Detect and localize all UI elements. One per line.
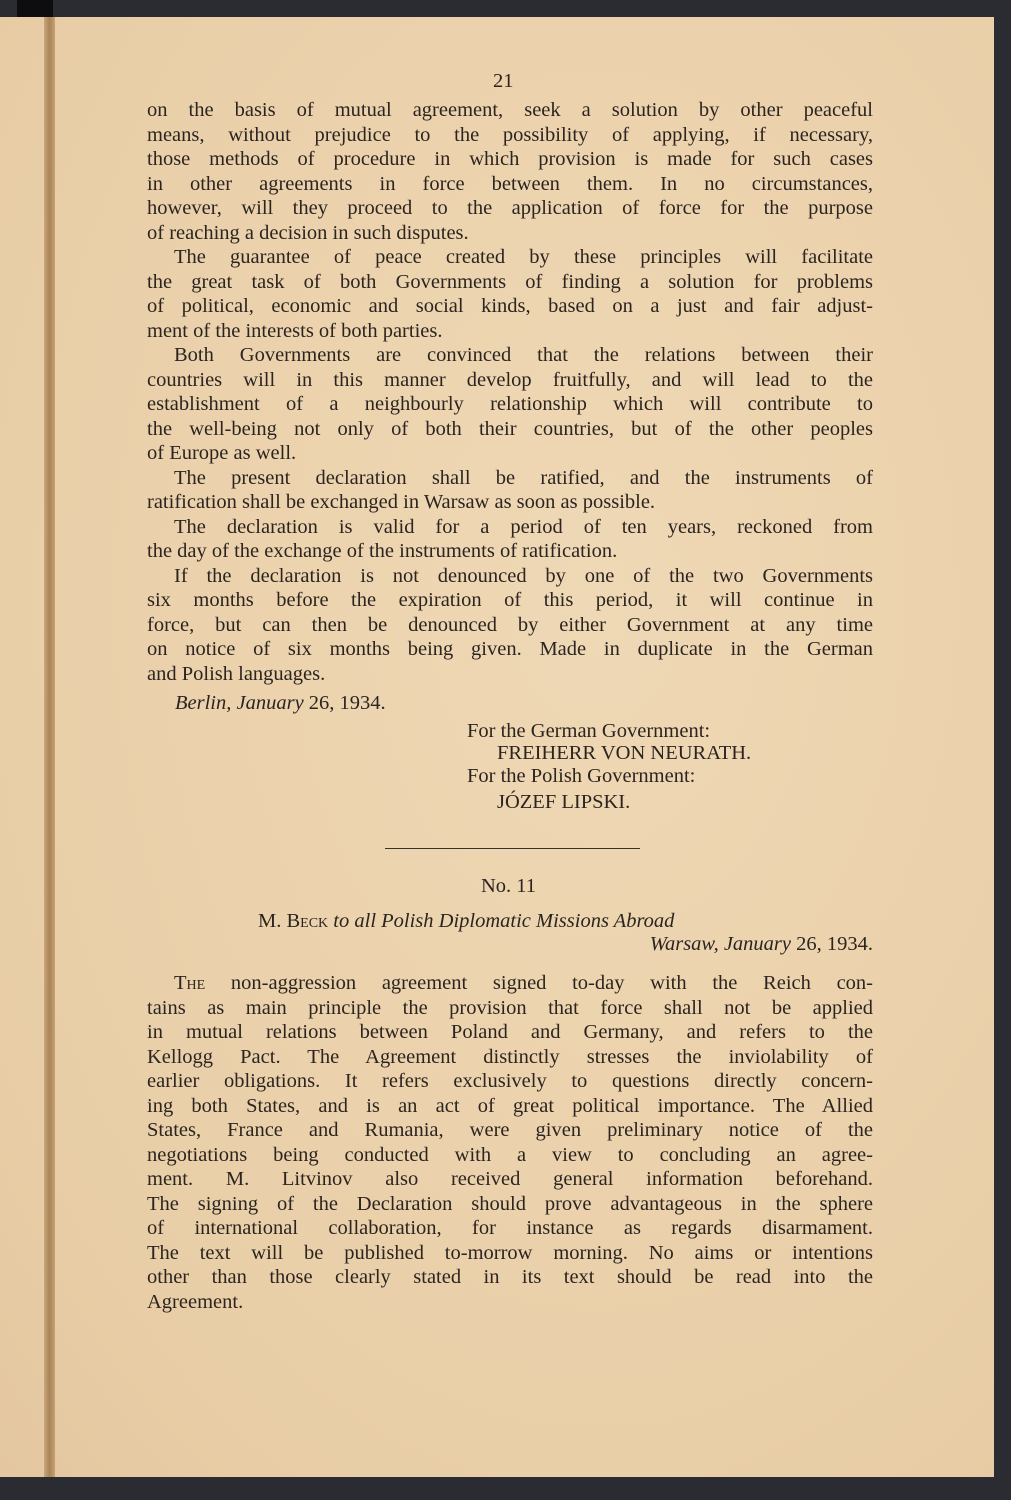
text-line: ment. M. Litvinov also received general information beforehand. (147, 1168, 873, 1190)
text-line: of international collaboration, for instance as regards disarmament. (147, 1217, 873, 1239)
text-line: in mutual relations between Poland and Germany, and refers to the (147, 1021, 873, 1043)
text-line: ment of the interests of both parties. (147, 319, 443, 342)
first-word: The (174, 972, 206, 994)
section-divider (385, 848, 640, 849)
dateline-day: 26, 1934. (796, 933, 873, 955)
text-line: force, but can then be denounced by either Government at any time (147, 613, 873, 636)
text-line: means, without prejudice to the possibility of applying, if necessary, (147, 123, 873, 146)
text-line: of political, economic and social kinds, based on a just and fair adjust- (147, 295, 873, 317)
text-line: the day of the exchange of the instruments of ratification. (147, 540, 618, 562)
text-line: of Europe as well. (147, 442, 297, 464)
text-line: ratification shall be exchanged in Warsaw as soon as possible. (147, 491, 656, 513)
text-line: in other agreements in force between them. In no circumstances, (147, 172, 873, 195)
binding-strip (44, 17, 55, 1477)
document-number: No. 11 (481, 875, 537, 897)
dateline-place: Warsaw, January (649, 933, 791, 955)
text-line: establishment of a neighbourly relationship which will contribute to (147, 393, 873, 415)
text-line: The signing of the Declaration should prove advantageous in the sphere (147, 1192, 873, 1215)
dateline (650, 932, 873, 956)
place-date (175, 691, 386, 715)
text-line: six months before the expiration of this period, it will continue in (147, 589, 873, 611)
text-line: on the basis of mutual agreement, seek a solution by other peaceful (147, 99, 873, 121)
text-line: negotiations being conducted with a view to concluding an agree- (147, 1143, 873, 1166)
text-line: Kellogg Pact. The Agreement distinctly stresses the inviolability of (147, 1045, 873, 1068)
place-date-day: 26, 1934. (308, 692, 386, 714)
text-line: earlier obligations. It refers exclusively to questions directly concern- (147, 1070, 873, 1092)
polish-government-label: For the Polish Government: (467, 765, 696, 787)
text-line (147, 971, 873, 996)
german-signatory: FREIHERR VON NEURATH. (497, 742, 752, 764)
text-line: the great task of both Governments of finding a solution for problems (147, 270, 873, 293)
telegram-text (147, 971, 873, 1314)
text-line: Both Governments are convinced that the relations between their (174, 344, 873, 366)
declaration-text (147, 98, 873, 686)
text-line: other than those clearly stated in its text should be read into the (147, 1266, 873, 1288)
text-line: Agreement. (147, 1290, 244, 1313)
text-line: however, will they proceed to the application of force for the purpose (147, 197, 873, 219)
document-heading (258, 909, 674, 933)
text-line: those methods of procedure in which provision is made for such cases (147, 148, 873, 170)
text-line: countries will in this manner develop fruitfully, and will lead to the (147, 368, 873, 391)
polish-signatory: JÓZEF LIPSKI. (497, 791, 631, 813)
first-line-rest: non-aggression agreement signed to-day with the Reich con- (230, 972, 873, 994)
heading-prefix: M. (258, 910, 287, 932)
text-line: States, France and Rumania, were given preliminary notice of the (147, 1119, 873, 1141)
heading-sender: Beck (286, 910, 329, 932)
text-line: ing both States, and is an act of great political importance. The Allied (147, 1094, 873, 1117)
text-line: and Polish languages. (147, 662, 326, 685)
scan-edge-tab (17, 0, 53, 17)
text-line: If the declaration is not denounced by one of the two Governments (174, 564, 873, 587)
text-line: The text will be published to-morrow morning. No aims or intentions (147, 1241, 873, 1264)
text-line: The declaration is valid for a period of ten years, reckoned from (174, 515, 873, 538)
heading-recipients: to all Polish Diplomatic Missions Abroad (333, 910, 675, 932)
text-line: the well-being not only of both their countries, but of the other peoples (147, 417, 873, 440)
text-line: tains as main principle the provision that force shall not be applied (147, 996, 873, 1019)
place-date-italic: Berlin, January (175, 692, 304, 714)
page-number: 21 (493, 70, 514, 92)
text-line: on notice of six months being given. Made in duplicate in the German (147, 638, 873, 660)
text-line: The present declaration shall be ratified, and the instruments of (174, 466, 873, 489)
german-government-label: For the German Government: (467, 720, 711, 742)
text-line: The guarantee of peace created by these principles will facilitate (174, 246, 873, 268)
text-line: of reaching a decision in such disputes. (147, 221, 469, 244)
